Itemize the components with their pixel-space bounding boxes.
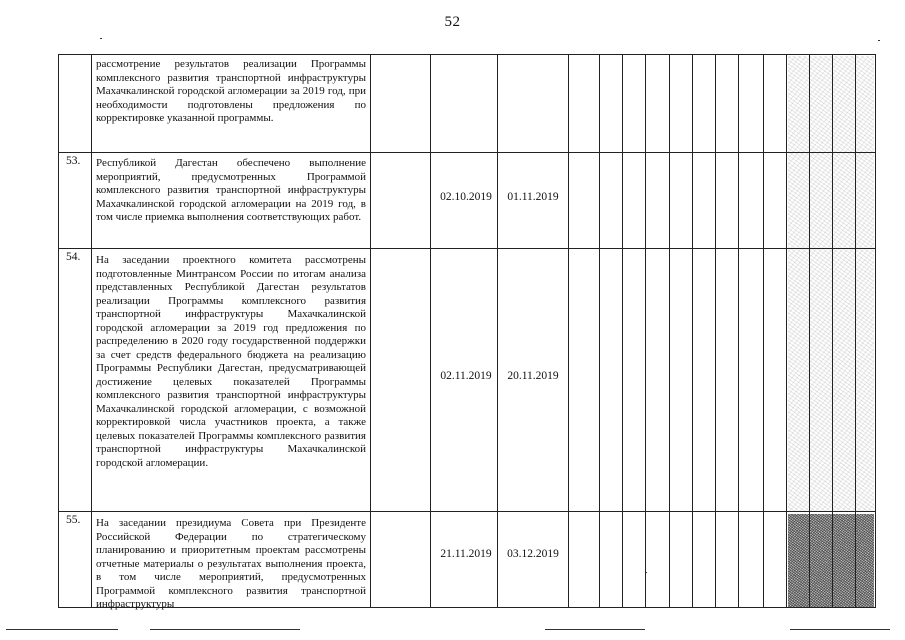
table-row-border (58, 248, 876, 249)
start-date: 21.11.2019 (440, 548, 492, 560)
table-column-border (91, 54, 92, 608)
scan-speck (100, 38, 102, 39)
table-column-border (370, 54, 371, 608)
table-row-border (58, 511, 876, 512)
table-row-border (58, 54, 876, 55)
table-column-border (875, 54, 876, 608)
task-description: На заседании президиума Совета при Президенте Российской Федерации по стратегическому планированию и приоритетным проектам рассмотрены отчетные материалы о результатах выполнения проекта, в том числе мероприятий, предусмотренных Программой комплексного развития транспортной инфраструктуры (96, 517, 366, 610)
scan-speck (878, 40, 880, 41)
table-column-border (58, 54, 59, 608)
table-column-border (669, 54, 670, 608)
start-date: 02.10.2019 (440, 191, 492, 203)
row-number: 55. (66, 514, 81, 526)
table-column-border (497, 54, 498, 608)
table-column-border (692, 54, 693, 608)
table-column-border (645, 54, 646, 608)
schedule-table (58, 54, 876, 608)
table-column-border (622, 54, 623, 608)
task-description: На заседании проектного комитета рассмотрены подготовленные Минтрансом России по итогам анализа представленных Республикой Дагестан результатов реализации Программы комплексного развития транспортной инфраструктуры Махачкалинской городской агломерации за 2019 год предложения по распределению в 2020 году государственной поддержки за счет средств федерального бюджета на реализацию Программы Республики Дагестан, предусматривающей достижение целевых показателей Программы комплексного развития транспортной инфраструктуры Махачкалинской городской агломерации, с возможной корректировкой числа участников проекта, а также целевых показателей Программы комплексного развития транспортной инфраструктуры Махачкалинской городской агломерации. (96, 254, 366, 469)
table-column-border (855, 54, 856, 608)
footer-rule (790, 629, 890, 630)
table-column-border (786, 54, 787, 608)
table-column-border (763, 54, 764, 608)
end-date: 03.12.2019 (507, 548, 559, 560)
end-date: 01.11.2019 (507, 191, 559, 203)
task-description: рассмотрение результатов реализации Программы комплексного развития транспортной инфраструктуры Махачкалинской городской агломерации за 2019 год, при необходимости подготовлены предложения по корректировке указанной программы. (96, 58, 366, 124)
row-number: 53. (66, 155, 81, 167)
scan-shading-dark (788, 514, 874, 608)
table-column-border (430, 54, 431, 608)
table-column-border (809, 54, 810, 608)
footer-rule (545, 629, 645, 630)
task-description: Республикой Дагестан обеспечено выполнение мероприятий, предусмотренных Программой комплексного развития транспортной инфраструктуры Махачкалинской городской агломерации на 2019 год, в том числе приемка выполнения соответствующих работ. (96, 157, 366, 223)
table-row-border (58, 152, 876, 153)
start-date: 02.11.2019 (440, 370, 492, 382)
table-column-border (832, 54, 833, 608)
table-column-border (715, 54, 716, 608)
scan-shading (788, 56, 874, 511)
footer-rule (6, 629, 118, 630)
row-number: 54. (66, 251, 81, 263)
table-column-border (568, 54, 569, 608)
table-column-border (738, 54, 739, 608)
page-number: 52 (444, 14, 461, 30)
footer-rule (150, 629, 300, 630)
end-date: 20.11.2019 (507, 370, 559, 382)
table-column-border (599, 54, 600, 608)
